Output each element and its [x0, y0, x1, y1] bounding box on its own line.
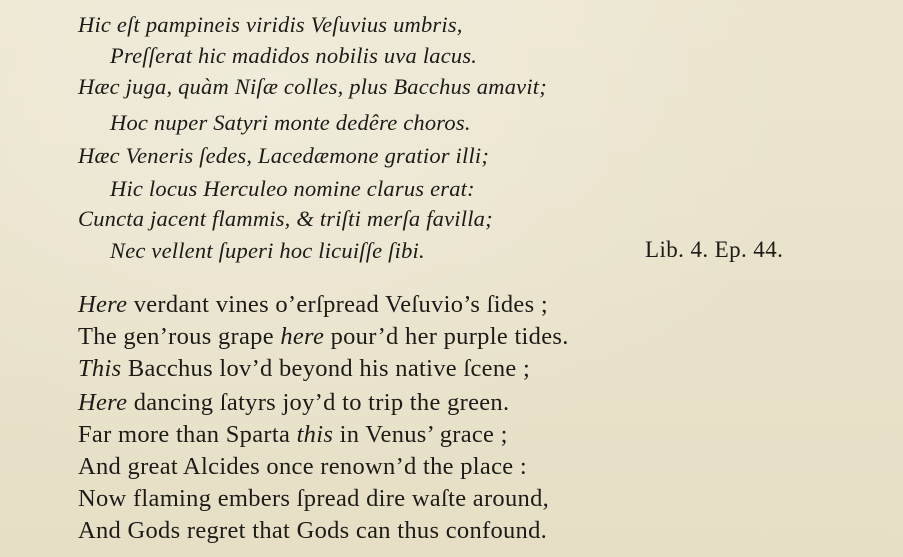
english-verse-line-4: Here dancing ſatyrs joy’d to trip the green.	[78, 389, 510, 416]
emphasis-word: This	[78, 355, 122, 382]
english-verse-line-5: Far more than Sparta this in Venus’ grace ;	[78, 421, 508, 448]
emphasis-word: here	[280, 323, 325, 350]
latin-verse-line-3: Hæc juga, quàm Niſæ colles, plus Bacchus amavit;	[78, 74, 547, 99]
english-verse-line-6: And great Alcides once renown’d the place :	[78, 453, 527, 480]
emphasis-word: this	[296, 421, 334, 448]
latin-verse-line-8: Nec vellent ſuperi hoc licuiſſe ſibi.	[110, 238, 425, 263]
latin-verse-line-6: Hic locus Herculeo nomine clarus erat:	[110, 176, 475, 201]
english-verse-line-1: Here verdant vines o’erſpread Veſuvio’s ſides ;	[78, 291, 548, 318]
english-verse-line-7: Now flaming embers ſpread dire waſte around,	[78, 485, 550, 512]
latin-verse-line-7: Cuncta jacent flammis, & triſti merſa favilla;	[78, 206, 493, 231]
english-verse-line-2: The gen’rous grape here pour’d her purple tides.	[78, 323, 569, 350]
latin-verse-line-2: Preſſerat hic madidos nobilis uva lacus.	[110, 43, 478, 68]
citation: Lib. 4. Ep. 44.	[645, 237, 784, 262]
latin-verse-line-5: Hæc Veneris ſedes, Lacedæmone gratior illi;	[78, 143, 490, 168]
emphasis-word: Here	[78, 291, 128, 318]
english-verse-line-8: And Gods regret that Gods can thus confound.	[78, 517, 548, 544]
latin-verse-line-1: Hic eſt pampineis viridis Veſuvius umbris,	[78, 12, 463, 37]
emphasis-word: Here	[78, 389, 128, 416]
english-verse-line-3: This Bacchus lov’d beyond his native ſcene ;	[78, 355, 531, 382]
latin-verse-line-4: Hoc nuper Satyri monte dedêre choros.	[110, 110, 471, 135]
